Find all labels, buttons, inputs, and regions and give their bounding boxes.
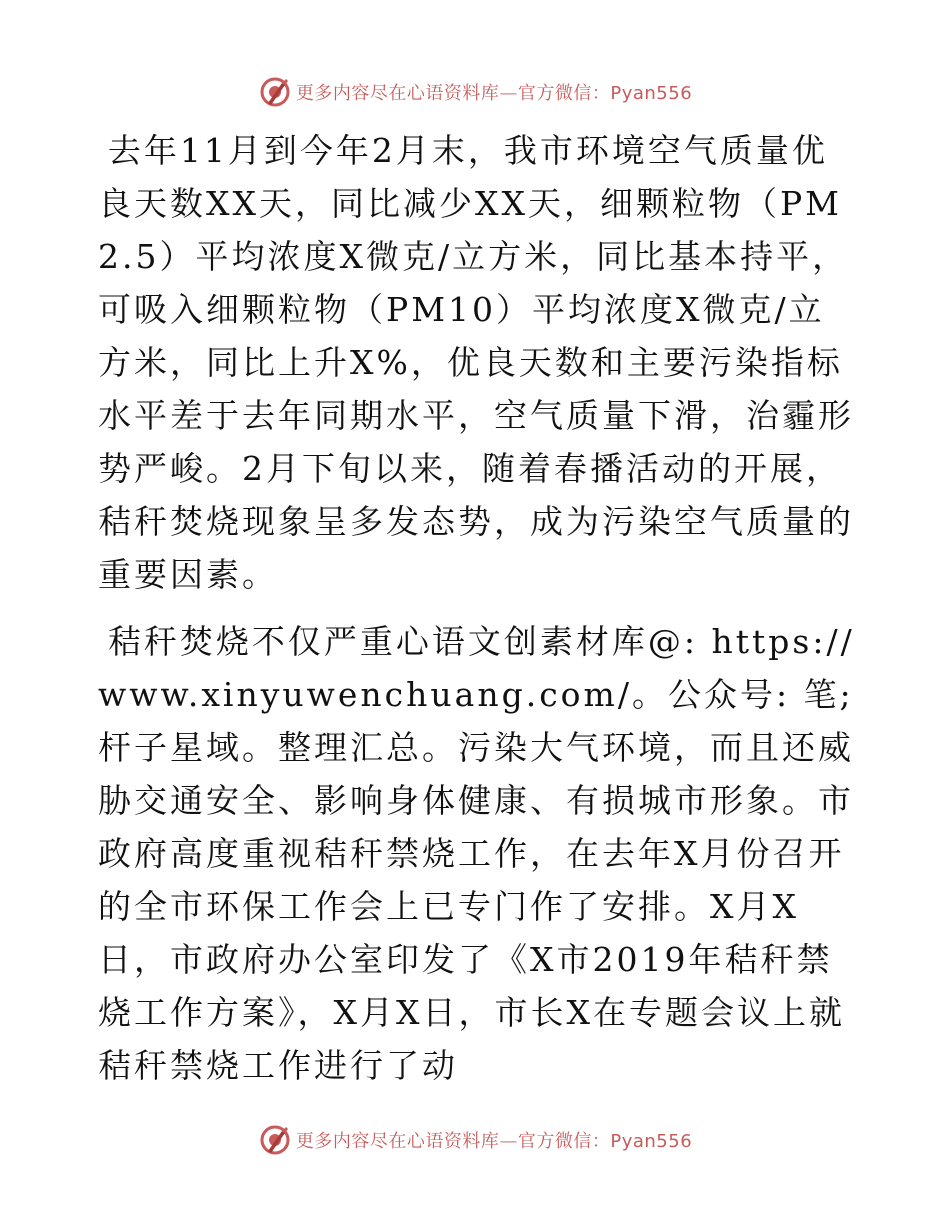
pen-logo-icon: [258, 1123, 292, 1157]
watermark-wechat-id: Pyan556: [610, 83, 693, 104]
watermark-wechat-id: Pyan556: [610, 1131, 693, 1152]
watermark-official-label: 官方微信：: [517, 1131, 611, 1152]
watermark-text: [296, 1127, 692, 1153]
paragraph-1: 去年11月到今年2月末，我市环境空气质量优良天数XX天，同比减少XX天，细颗粒物（PM2.5）平均浓度X微克/立方米，同比基本持平，可吸入细颗粒物（PM10）平均浓度X微克/立方米，同比上升X%，优良天数和主要污染指标水平差于去年同期水平，空气质量下滑，治霾形势严峻。2月下旬以来，随着春播活动的开展，秸秆焚烧现象呈多发态势，成为污染空气质量的重要因素。: [98, 131, 854, 594]
pen-logo-icon: [258, 75, 292, 109]
watermark-separator: —: [499, 83, 518, 104]
watermark-brand: 更多内容尽在心语资料库: [295, 83, 500, 104]
watermark-official-label: 官方微信：: [517, 83, 611, 104]
footer-watermark: [0, 1120, 950, 1160]
watermark-text: [296, 79, 692, 105]
watermark-separator: —: [499, 1131, 518, 1152]
watermark-brand: 更多内容尽在心语资料库: [295, 1131, 500, 1152]
document-body: [98, 124, 858, 1092]
paragraph-2: 秸秆焚烧不仅严重心语文创素材库@: https://www.xinyuwenchuang.com/。公众号: 笔;杆子星域。整理汇总。污染大气环境，而且还威胁交通安全、影响身体健康、有损城市形象。市政府高度重视秸秆禁烧工作，在去年X月份召开的全市环保工作会上已专门作了安排。X月X日，市政府办公室印发了《X市2019年秸秆禁烧工作方案》，X月X日，市长X在专题会议上就秸秆禁烧工作进行了动: [98, 622, 855, 1085]
header-watermark: [0, 72, 950, 112]
